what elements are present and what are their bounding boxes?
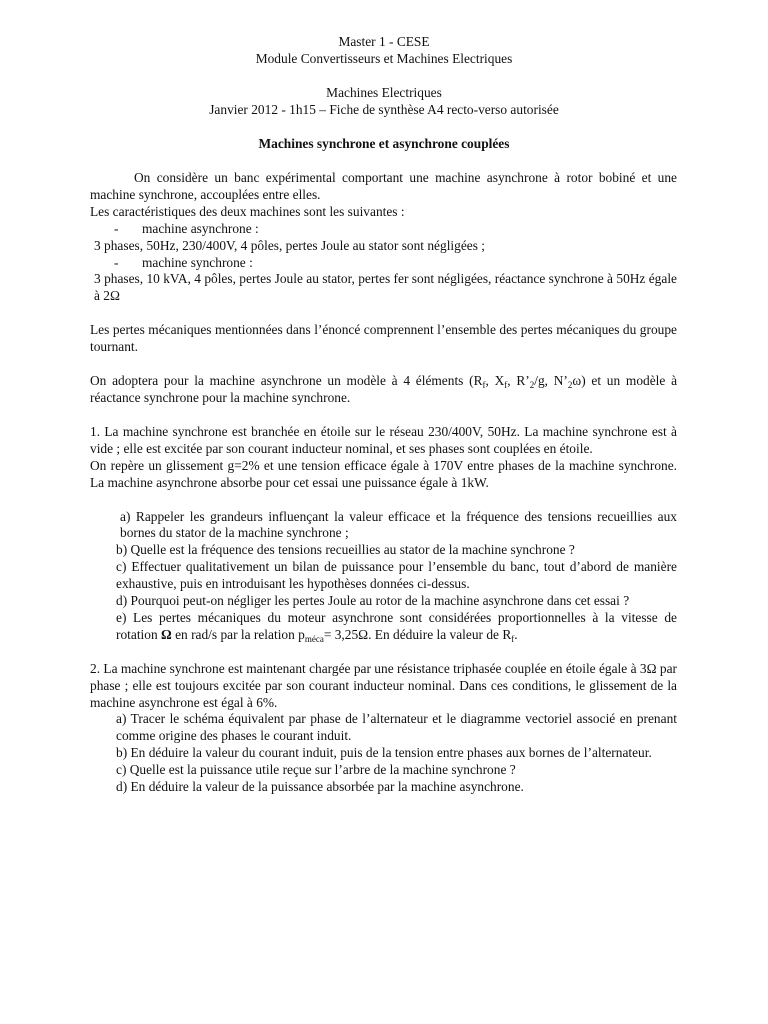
question-1d: d) Pourquoi peut-on négliger les pertes Joule au rotor de la machine asynchrone dans cet essai ?	[116, 593, 630, 609]
async-machine-label-row: - machine asynchrone :	[114, 220, 259, 236]
header-line-1: Master 1 - CESE	[338, 34, 430, 49]
question-2a: a) Tracer le schéma équivalent par phase de l’alternateur et le diagramme vectoriel associé en prenant comme origine des phases le courant induit.	[116, 711, 677, 744]
sync-machine-label-row: - machine synchrone :	[114, 254, 253, 270]
question-2d: d) En déduire la valeur de la puissance absorbée par la machine asynchrone.	[116, 779, 524, 795]
header-line-2: Module Convertisseurs et Machines Electriques	[255, 50, 513, 66]
model-paragraph: On adoptera pour la machine asynchrone un modèle à 4 éléments ($R_f$, $X_f$, $R’_2/g$, $N’_2\omega$) et un modèle à réactance synchrone pour la machine synchrone.	[90, 373, 678, 405]
question-1b: b) Quelle est la fréquence des tensions recueillies au stator de la machine synchrone ?	[116, 542, 575, 558]
question-1e: e) Les pertes mécaniques du moteur asynchrone sont considérées proportionnelles à la vitesse de rotation Ω en rad/s par la relation $p_{méca}= 3,25\Omega$. En déduire la valeur de $R_f$.	[116, 609, 677, 644]
document-body	[90, 170, 677, 796]
async-machine-label: machine asynchrone :	[142, 220, 259, 236]
intro-paragraph: On considère un banc expérimental comportant une machine asynchrone à rotor bobiné et une machine synchrone, accouplées entre elles.	[90, 170, 677, 202]
header-line-4: Janvier 2012 - 1h15 – Fiche de synthèse A4 recto-verso autorisée	[209, 101, 559, 117]
question-2b: b) En déduire la valeur du courant induit, puis de la tension entre phases aux bornes de l’alternateur.	[116, 745, 652, 761]
part2-intro: 2. La machine synchrone est maintenant chargée par une résistance triphasée couplée en étoile égale à 3Ω par phase ; elle est toujours excitée par son courant inducteur nominal. Dans ces conditions, le glissement de la machine asynchrone est égal à 6%.	[90, 660, 677, 710]
part1-measurement: On repère un glissement g=2% et une tension efficace égale à 170V entre phases de la machine synchrone. La machine asynchrone absorbe pour cet essai une puissance égale à 1kW.	[90, 457, 677, 490]
question-1a: a) Rappeler les grandeurs influençant la valeur efficace et la fréquence des tensions recueillies aux bornes du stator de la machine synchrone ;	[120, 508, 677, 541]
part1-intro: 1. La machine synchrone est branchée en étoile sur le réseau 230/400V, 50Hz. La machine synchrone est à vide ; elle est excitée par son courant inducteur nominal, et ses phases sont couplées en étoile.	[90, 423, 677, 456]
document-header	[0, 34, 768, 153]
header-line-3: Machines Electriques	[326, 84, 442, 100]
characteristics-intro: Les caractéristiques des deux machines sont les suivantes :	[90, 203, 405, 219]
mechanical-losses-paragraph: Les pertes mécaniques mentionnées dans l’énoncé comprennent l’ensemble des pertes mécaniques du groupe tournant.	[90, 322, 677, 355]
document-title: Machines synchrone et asynchrone couplées	[258, 135, 510, 151]
question-2c: c) Quelle est la puissance utile reçue sur l’arbre de la machine synchrone ?	[116, 762, 516, 778]
sync-machine-specs: 3 phases, 10 kVA, 4 pôles, pertes Joule au stator, pertes fer sont négligées, réactance synchrone à 50Hz égale à 2Ω	[94, 271, 677, 304]
async-machine-specs: 3 phases, 50Hz, 230/400V, 4 pôles, pertes Joule au stator sont négligées ;	[94, 237, 485, 253]
question-1c: c) Effectuer qualitativement un bilan de puissance pour l’ensemble du banc, tout d’abord de manière exhaustive, puis en introduisant les hypothèses données ci-dessus.	[116, 559, 677, 592]
sync-machine-label: machine synchrone :	[142, 254, 253, 270]
